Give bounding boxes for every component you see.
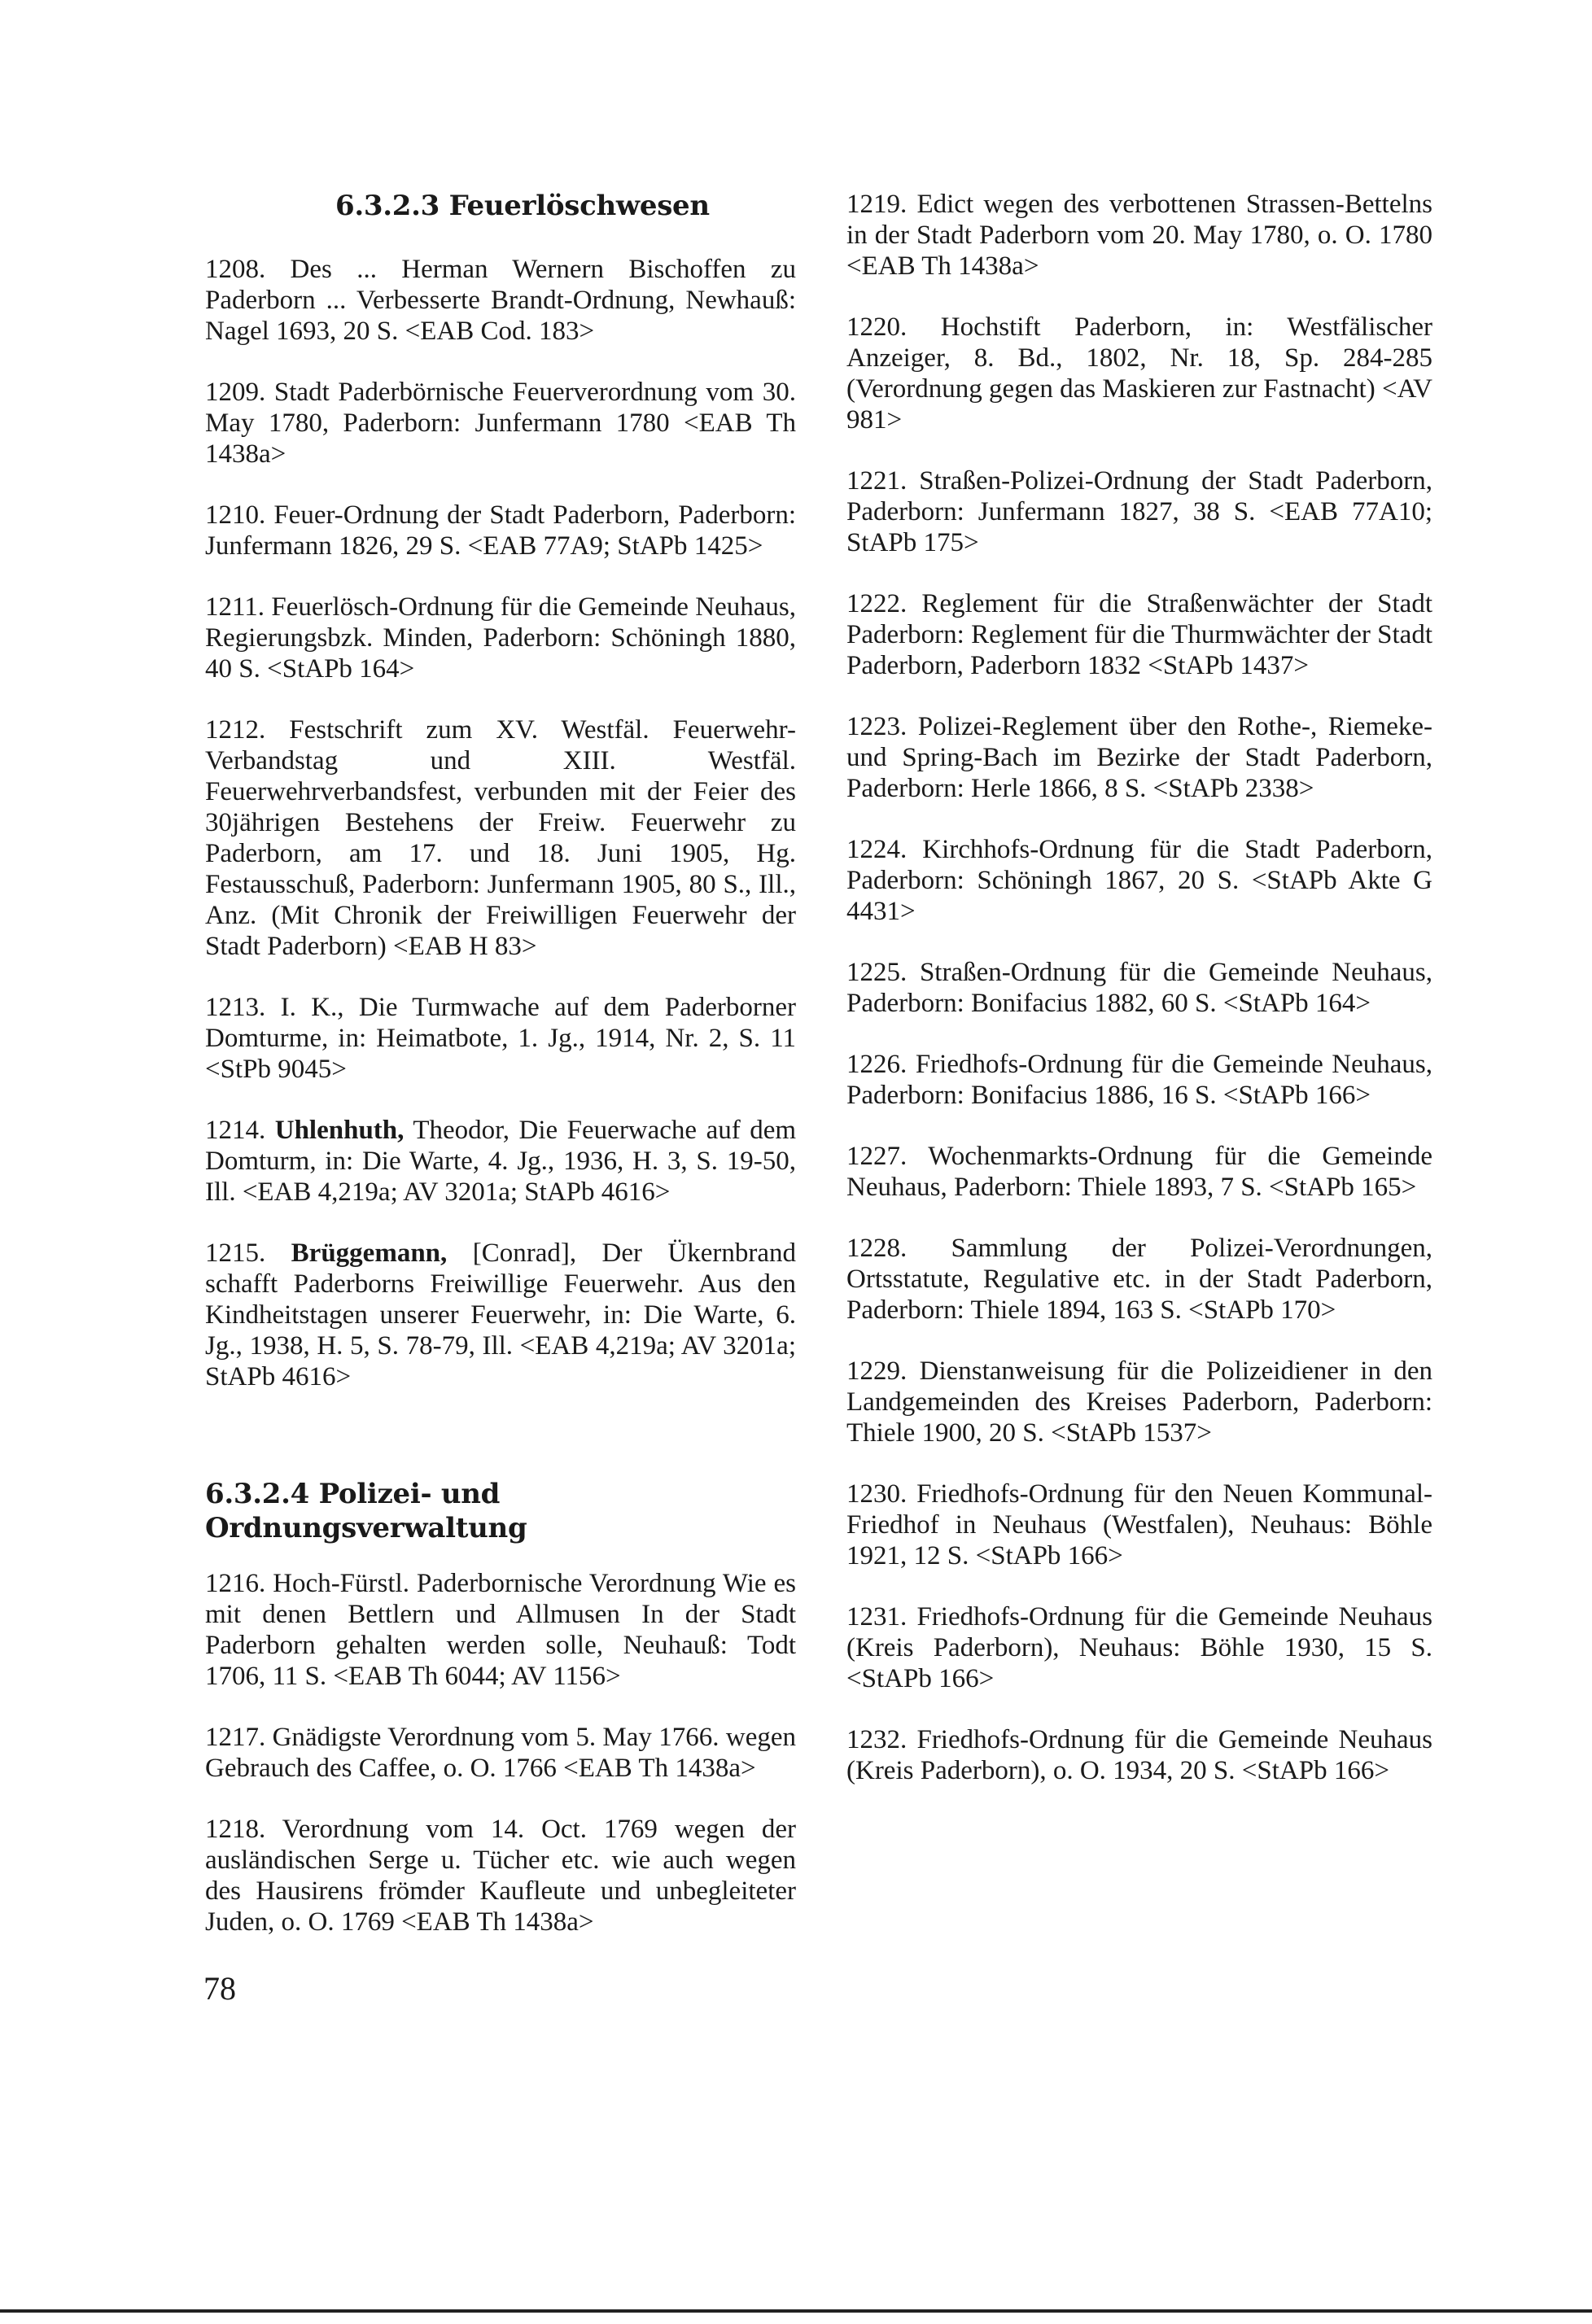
bibliography-entry-1220: 1220. Hochstift Paderborn, in: Westfälischer Anzeiger, 8. Bd., 1802, Nr. 18, Sp. 284-285 (Verordnung gegen das Maskieren zur Fastnacht) <AV 981> — [846, 312, 1432, 435]
bibliography-entry-1224: 1224. Kirchhofs-Ordnung für die Stadt Paderborn, Paderborn: Schöningh 1867, 20 S. <StAPb Akte G 4431> — [846, 835, 1432, 926]
entry-author: Uhlenhuth, — [274, 1116, 405, 1145]
bibliography-entry-1208: 1208. Des ... Herman Wernern Bischoffen zu Paderborn ... Verbesserte Brandt-Ordnung, Newhauß: Nagel 1693, 20 S. <EAB Cod. 183> — [205, 255, 796, 346]
bibliography-entry-1231: 1231. Friedhofs-Ordnung für die Gemeinde Neuhaus (Kreis Paderborn), Neuhaus: Böhle 1930, 15 S. <StAPb 166> — [846, 1602, 1432, 1693]
bibliography-entry-1227: 1227. Wochenmarkts-Ordnung für die Gemeinde Neuhaus, Paderborn: Thiele 1893, 7 S. <StAPb 165> — [846, 1142, 1432, 1202]
entry-details: [Conrad], Der Ükernbrand schafft Paderborns Freiwillige Feuerwehr. Aus den Kindheitstagen unserer Feuerwehr, in: Die Warte, 6. Jg., 1938, H. 5, S. 78-79, Ill. <EAB 4,219a; AV 3201a; StAPb 4616> — [205, 1238, 796, 1391]
section-heading-feuerloeschwesen: 6.3.2.3 Feuerlöschwesen — [335, 190, 710, 222]
bibliography-entry-1217: 1217. Gnädigste Verordnung vom 5. May 1766. wegen Gebrauch des Caffee, o. O. 1766 <EAB Th 1438a> — [205, 1723, 796, 1783]
bibliography-entry-1216: 1216. Hoch-Fürstl. Paderbornische Verordnung Wie es mit denen Bettlern und Allmusen In der Stadt Paderborn gehalten werden solle, Neuhauß: Todt 1706, 11 S. <EAB Th 6044; AV 1156> — [205, 1569, 796, 1691]
bibliography-entry-1212: 1212. Festschrift zum XV. Westfäl. Feuerwehr-Verbandstag und XIII. Westfäl. Feuerwehrverbandsfest, verbunden mit der Feier des 30jährigen Bestehens der Freiw. Feuerwehr zu Paderborn, am 17. und 18. Juni 1905, Hg. Festausschuß, Paderborn: Junfermann 1905, 80 S., Ill., Anz. (Mit Chronik der Freiwilligen Feuerwehr der Stadt Paderborn) <EAB H 83> — [205, 715, 796, 961]
bibliography-entry-1225: 1225. Straßen-Ordnung für die Gemeinde Neuhaus, Paderborn: Bonifacius 1882, 60 S. <StAPb 164> — [846, 958, 1432, 1018]
bibliography-entry-1229: 1229. Dienstanweisung für die Polizeidiener in den Landgemeinden des Kreises Paderborn, Paderborn: Thiele 1900, 20 S. <StAPb 1537> — [846, 1356, 1432, 1448]
bibliography-entry-1215 — [205, 1238, 796, 1392]
entry-number: 1214. — [205, 1116, 266, 1145]
bibliography-entry-1210: 1210. Feuer-Ordnung der Stadt Paderborn, Paderborn: Junfermann 1826, 29 S. <EAB 77A9; StAPb 1425> — [205, 500, 796, 561]
bibliography-entry-1214 — [205, 1115, 796, 1208]
bibliography-entry-1211: 1211. Feuerlösch-Ordnung für die Gemeinde Neuhaus, Regierungsbzk. Minden, Paderborn: Schöningh 1880, 40 S. <StAPb 164> — [205, 592, 796, 684]
bottom-rule — [0, 2309, 1592, 2313]
entry-author: Brüggemann, — [291, 1238, 448, 1268]
bibliography-entry-1228: 1228. Sammlung der Polizei-Verordnungen, Ortsstatute, Regulative etc. in der Stadt Paderborn, Paderborn: Thiele 1894, 163 S. <StAPb 170> — [846, 1234, 1432, 1325]
bibliography-entry-1226: 1226. Friedhofs-Ordnung für die Gemeinde Neuhaus, Paderborn: Bonifacius 1886, 16 S. <StAPb 166> — [846, 1050, 1432, 1110]
section-heading-polizei: 6.3.2.4 Polizei- und Ordnungsverwaltung — [205, 1478, 527, 1544]
bibliography-entry-1223: 1223. Polizei-Reglement über den Rothe-, Riemeke- und Spring-Bach im Bezirke der Stadt Paderborn, Paderborn: Herle 1866, 8 S. <StAPb 2338> — [846, 712, 1432, 803]
page-number: 78 — [203, 1970, 236, 2007]
bibliography-entry-1230: 1230. Friedhofs-Ordnung für den Neuen Kommunal-Friedhof in Neuhaus (Westfalen), Neuhaus: Böhle 1921, 12 S. <StAPb 166> — [846, 1479, 1432, 1570]
bibliography-entry-1221: 1221. Straßen-Polizei-Ordnung der Stadt Paderborn, Paderborn: Junfermann 1827, 38 S. <EAB 77A10; StAPb 175> — [846, 466, 1432, 557]
right-column — [846, 189, 1432, 1816]
entry-number: 1215. — [205, 1238, 266, 1268]
bibliography-entry-1218: 1218. Verordnung vom 14. Oct. 1769 wegen der ausländischen Serge u. Tücher etc. wie auch wegen des Hausirens frömder Kaufleute und unbegleiteter Juden, o. O. 1769 <EAB Th 1438a> — [205, 1815, 796, 1937]
bibliography-entry-1219: 1219. Edict wegen des verbottenen Strassen-Bettelns in der Stadt Paderborn vom 20. May 1780, o. O. 1780 <EAB Th 1438a> — [846, 190, 1432, 281]
bibliography-entry-1213: 1213. I. K., Die Turmwache auf dem Paderborner Domturme, in: Heimatbote, 1. Jg., 1914, Nr. 2, S. 11 <StPb 9045> — [205, 993, 796, 1084]
left-column — [205, 189, 796, 1968]
bibliography-entry-1209: 1209. Stadt Paderbörnische Feuerverordnung vom 30. May 1780, Paderborn: Junfermann 1780 <EAB Th 1438a> — [205, 378, 796, 469]
entry-details: Theodor, Die Feuerwache auf dem Domturm, in: Die Warte, 4. Jg., 1936, H. 3, S. 19-50, Ill. <EAB 4,219a; AV 3201a; StAPb 4616> — [205, 1116, 797, 1207]
bibliography-entry-1232: 1232. Friedhofs-Ordnung für die Gemeinde Neuhaus (Kreis Paderborn), o. O. 1934, 20 S. <StAPb 166> — [846, 1725, 1432, 1785]
bibliography-entry-1222: 1222. Reglement für die Straßenwächter der Stadt Paderborn: Reglement für die Thurmwächter der Stadt Paderborn, Paderborn 1832 <StAPb 1437> — [846, 589, 1432, 680]
